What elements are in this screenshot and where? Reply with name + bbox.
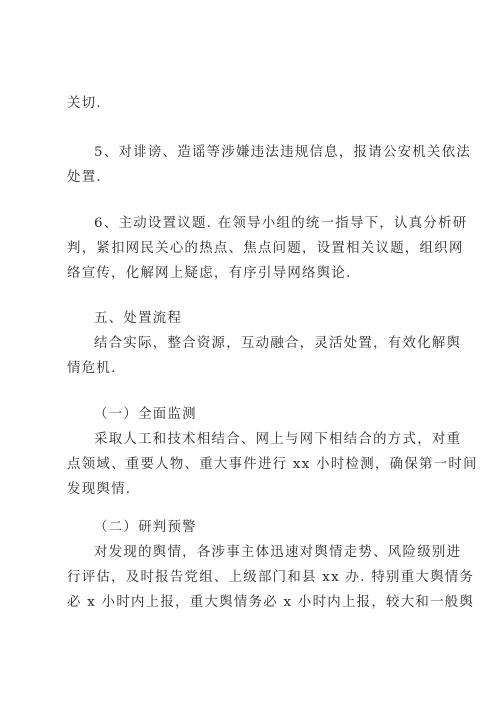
text-line: 采取人工和技术相结合、网上与网下相结合的方式，对重 <box>94 432 462 447</box>
subheading-warning <box>67 515 439 540</box>
text-line: 情危机. <box>67 361 117 376</box>
paragraph-item-5 <box>67 140 472 190</box>
section-heading-process <box>67 306 439 331</box>
text-line: 行评估，及时报告党组、上级部门和县 xx 办. 特别重大舆情务 <box>67 570 475 585</box>
text-line: 6、主动设置议题. 在领导小组的统一指导下，认真分析研 <box>94 216 468 231</box>
paragraph-continuation <box>67 91 439 116</box>
text-line: 判，紧扣网民关心的热点、焦点问题，设置相关议题，组织网 <box>67 241 464 256</box>
heading-text: （二）研判预警 <box>94 520 197 535</box>
paragraph-process-intro <box>67 331 462 381</box>
text-line: 结合实际，整合资源，互动融合，灵活处置，有效化解舆 <box>94 336 462 351</box>
text-line: 关切. <box>67 96 102 111</box>
heading-text: （一）全面监测 <box>94 407 197 422</box>
text-line: 必 x 小时内上报，重大舆情务必 x 小时内上报，较大和一般舆 <box>67 595 475 610</box>
subheading-monitoring <box>67 402 439 427</box>
text-line: 对发现的舆情，各涉事主体迅速对舆情走势、风险级别进 <box>94 545 462 560</box>
text-line: 处置. <box>67 170 102 185</box>
text-line: 络宣传，化解网上疑虑，有序引导网络舆论. <box>67 266 352 281</box>
text-line: 点领域、重要人物、重大事件进行 xx 小时检测，确保第一时间 <box>67 457 478 472</box>
text-line: 发现舆情. <box>67 482 132 497</box>
text-line: 5、对诽谤、造谣等涉嫌违法违规信息，报请公安机关依法 <box>94 145 472 160</box>
heading-text: 五、处置流程 <box>94 311 183 326</box>
paragraph-monitoring <box>67 427 478 502</box>
paragraph-item-6 <box>67 211 468 286</box>
paragraph-warning <box>67 540 475 615</box>
